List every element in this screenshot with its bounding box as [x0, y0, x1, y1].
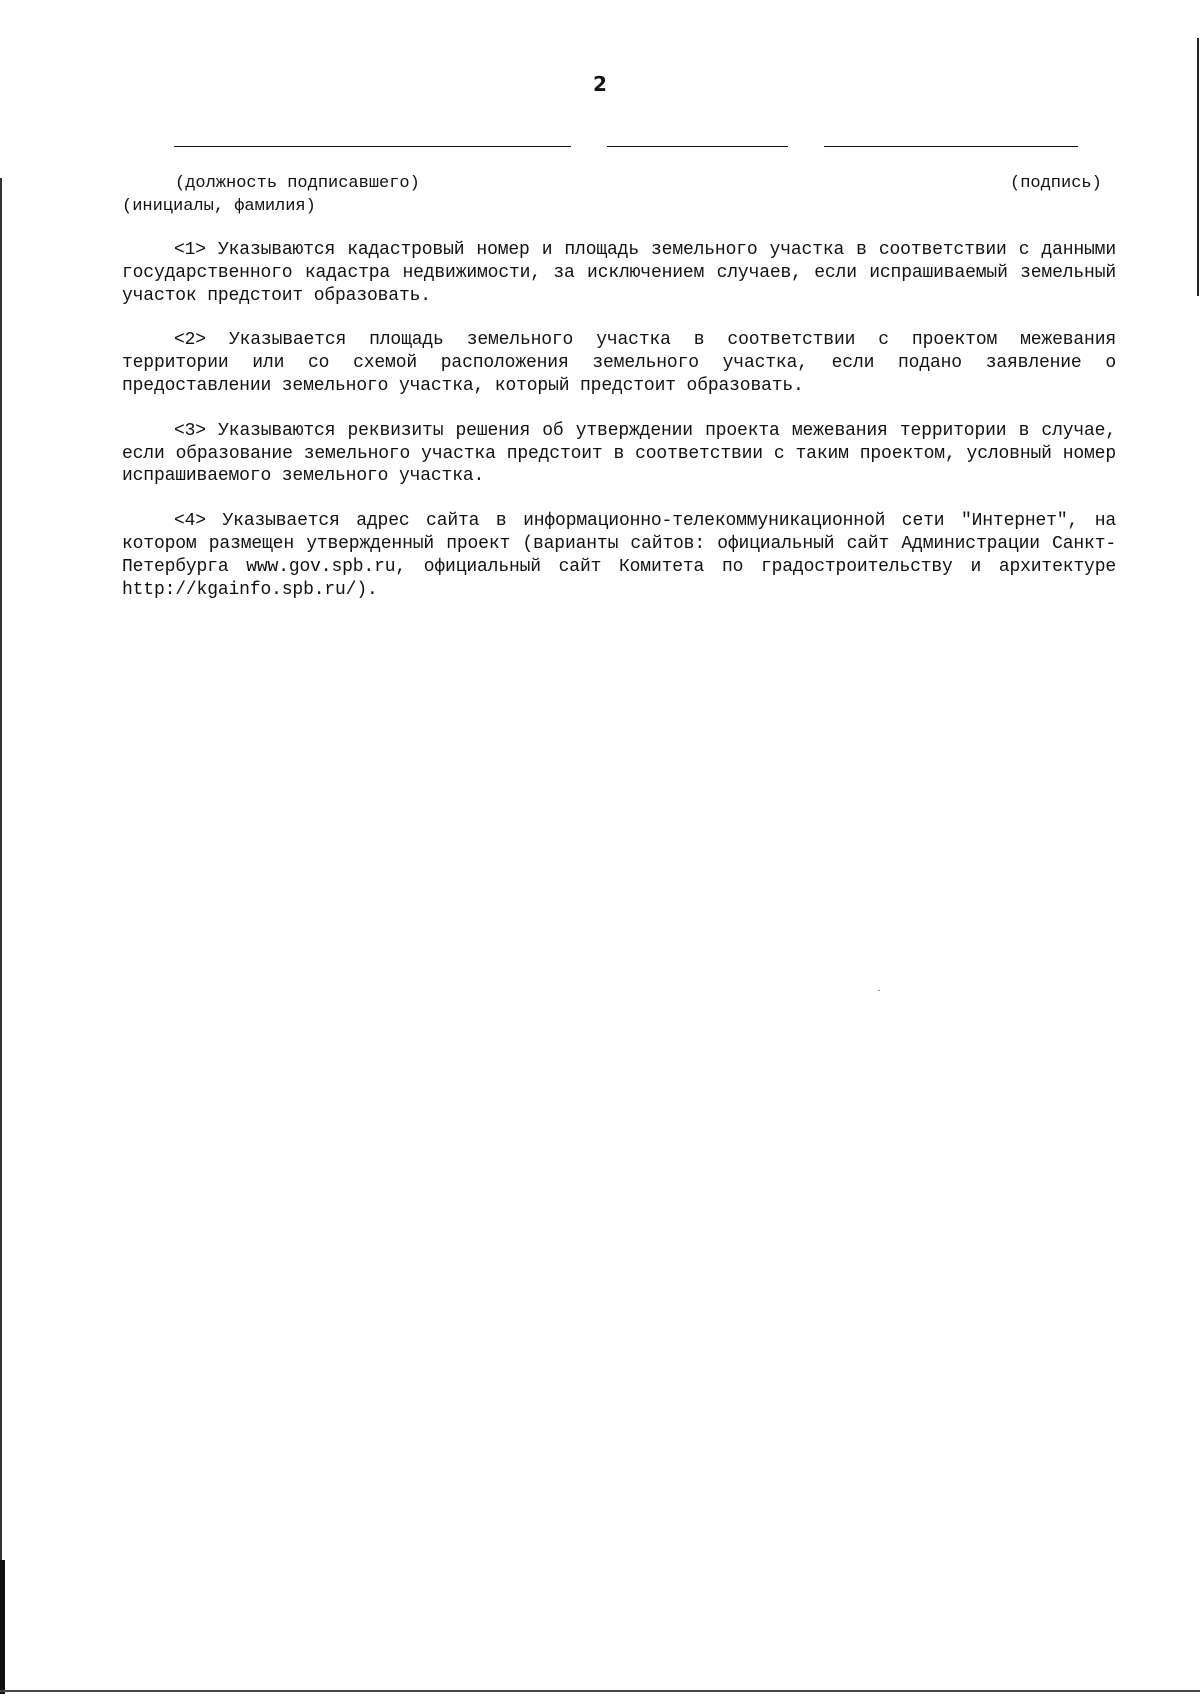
- scan-edge-bottom: [0, 1690, 1200, 1692]
- signature-caption: (подпись): [1010, 174, 1102, 193]
- position-signature-line: [174, 146, 571, 147]
- footnote-3: <3> Указываются реквизиты решения об утверждении проекта межевания территории в случае, если образование земельного участка предстоит в соответствии с таким проектом, условный номер испрашиваемого земельного участка.: [122, 420, 1116, 487]
- name-signature-line: [824, 146, 1078, 147]
- position-caption: (должность подписавшего): [175, 174, 420, 193]
- scan-edge-left-heavy: [0, 1560, 5, 1694]
- scan-speck: [878, 990, 880, 991]
- footnote-4: <4> Указывается адрес сайта в информационно-телекоммуникационной сети "Интернет", на котором размещен утвержденный проект (варианты сайтов: официальный сайт Администрации Санкт-Петербурга www.gov.spb.ru, официальный сайт Комитета по градостроительству и архитектуре http://kgainfo.spb.ru/).: [122, 511, 1116, 600]
- scan-edge-left: [0, 178, 2, 1694]
- name-caption: (инициалы, фамилия): [122, 197, 316, 216]
- footnotes-section: [122, 239, 1116, 623]
- scan-edge-right: [1197, 38, 1199, 296]
- page-number: 2: [593, 72, 607, 96]
- footnote-2: <2> Указывается площадь земельного участка в соответствии с проектом межевания территории или со схемой расположения земельного участка, если подано заявление о предоставлении земельного участка, который предстоит образовать.: [122, 330, 1116, 396]
- signature-line: [607, 146, 788, 147]
- footnote-1: <1> Указываются кадастровый номер и площадь земельного участка в соответствии с данными государственного кадастра недвижимости, за исключением случаев, если испрашиваемый земельный участок предстоит образовать.: [122, 240, 1116, 306]
